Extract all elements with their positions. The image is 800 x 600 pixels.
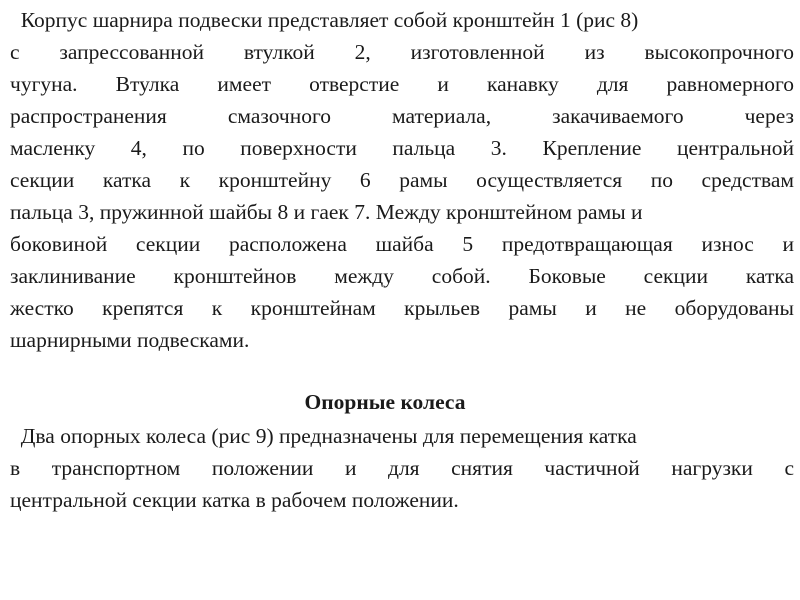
text-line: в транспортном положении и для снятия частичной нагрузки с	[10, 456, 794, 480]
text-line: чугуна. Втулка имеет отверстие и канавку для равномерного	[10, 72, 794, 96]
section-heading: Опорные колеса	[304, 390, 466, 414]
text-line: распространения смазочного материала, закачиваемого через	[10, 104, 794, 128]
text-line: боковиной секции расположена шайба 5 предотвращающая износ и	[10, 232, 794, 256]
text-line: Корпус шарнира подвески представляет собой кронштейн 1 (рис 8)	[10, 8, 639, 32]
text-line: с запрессованной втулкой 2, изготовленной из высокопрочного	[10, 40, 794, 64]
text-line: заклинивание кронштейнов между собой. Боковые секции катка	[10, 264, 794, 288]
text-line: жестко крепятся к кронштейнам крыльев рамы и не оборудованы	[10, 296, 794, 320]
text-line: шарнирными подвесками.	[10, 328, 250, 352]
text-line: Два опорных колеса (рис 9) предназначены для перемещения катка	[10, 424, 637, 448]
text-line: пальца 3, пружинной шайбы 8 и гаек 7. Между кронштейном рамы и	[10, 200, 643, 224]
text-line: секции катка к кронштейну 6 рамы осуществляется по средствам	[10, 168, 794, 192]
paragraph-hinge-housing	[10, 4, 794, 356]
text-line: масленку 4, по поверхности пальца 3. Крепление центральной	[10, 136, 794, 160]
text-line: центральной секции катка в рабочем положении.	[10, 488, 459, 512]
paragraph-support-wheels	[10, 420, 794, 516]
